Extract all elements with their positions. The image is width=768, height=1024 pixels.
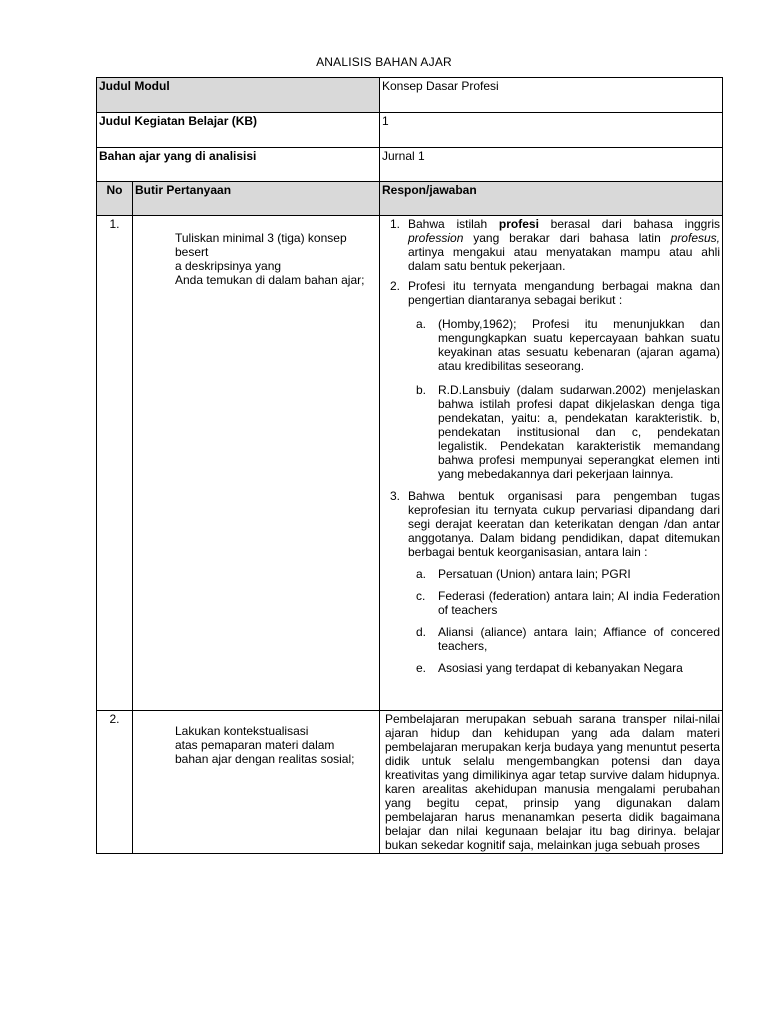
module-label: Judul Modul	[97, 78, 380, 113]
subitem-text: (Homby,1962); Profesi itu menunjukkan dan mengungkapkan suatu kepercayaan bahkan suatu keyakinan atas sesuatu kebenaran (ajaran agama) atau kredibilitas seseorang.	[438, 317, 720, 373]
response-cell	[380, 711, 723, 854]
answer-number: 1.	[389, 217, 400, 231]
material-value: Jurnal 1	[380, 148, 723, 182]
header-response: Respon/jawaban	[380, 182, 723, 216]
header-row	[97, 182, 723, 216]
header-no: No	[97, 182, 133, 216]
answer-item	[382, 217, 720, 273]
question-line: Anda temukan di dalam bahan ajar;	[175, 273, 365, 287]
answer-subitem	[382, 625, 720, 653]
answer-text: Profesi itu ternyata mengandung berbagai makna dan pengertian diantaranya sebagai berikut :	[408, 279, 720, 307]
question-line: Lakukan kontekstualisasi	[175, 724, 309, 738]
response-text: Pembelajaran merupakan sebuah sarana transper nilai-nilai ajaran hidup dan kehidupan yang ada dalam materi pembelajaran merupakan kerja budaya yang menuntut peserta didik untuk selalu mengembangkan potensi dan daya kreativitas yang dimilikinya agar tetap survive dalam hidupnya. karen arealitas akehidupan manusia mengalami perubahan yang begitu cepat, prinsip yang digunakan dalam pembelajaran harus menanamkan peserta didik bagaimana belajar dan nilai kegunaan belajar itu bag dirinya. belajar bukan sekedar kognitif saja, melainkan juga sebuah proses	[385, 712, 720, 852]
subitem-text: Asosiasi yang terdapat di kebanyakan Negara	[438, 661, 683, 675]
kb-value: 1	[380, 113, 723, 148]
response-cell	[380, 216, 723, 711]
subitem-letter: c.	[416, 589, 426, 603]
subitem-letter: a.	[416, 567, 427, 581]
answer-number: 2.	[389, 279, 400, 293]
question-cell	[133, 216, 380, 711]
table-row	[97, 711, 723, 854]
subitem-letter: d.	[416, 625, 427, 639]
analysis-table	[96, 77, 723, 854]
row-number: 2.	[97, 711, 133, 854]
question-cell	[133, 711, 380, 854]
answer-text: Bahwa bentuk organisasi para pengemban tugas keprofesian itu ternyata cukup pervariasi dipandang dari segi derajat keeratan dan keterikatan dengan /dan antar anggotanya. Dalam bidang pendidikan, dapat ditemukan berbagai bentuk keorganisasian, antara lain :	[408, 489, 720, 559]
answer-subitem	[382, 567, 720, 581]
subitem-text: Federasi (federation) antara lain; AI india Federation of teachers	[438, 589, 720, 617]
subitem-letter: e.	[416, 661, 427, 675]
question-line: Tuliskan minimal 3 (tiga) konsep besert	[175, 231, 347, 259]
answer-subitem	[382, 317, 720, 373]
table-row	[97, 216, 723, 711]
kb-label: Judul Kegiatan Belajar (KB)	[97, 113, 380, 148]
material-label: Bahan ajar yang di analisisi	[97, 148, 380, 182]
subitem-text: Persatuan (Union) antara lain; PGRI	[438, 567, 631, 581]
subitem-letter: a.	[416, 317, 427, 331]
answer-subitem	[382, 589, 720, 617]
row-number: 1.	[97, 216, 133, 711]
subitem-letter: b.	[416, 383, 427, 397]
question-line: atas pemaparan materi dalam	[175, 738, 335, 752]
subitem-text: R.D.Lansbuiy (dalam sudarwan.2002) menjelaskan bahwa istilah profesi dapat dikjelaskan denga tiga pendekatan, yaitu: a, pendekatan karakteristik. b, pendekatan institusional dan c, pendekatan legalistik. Pendekatan karakteristik memandang bahwa profesi mempunyai seperangkat elemen inti yang mebedakannya dari pekerjaan lainnya.	[438, 383, 720, 481]
question-line: bahan ajar dengan realitas sosial;	[175, 752, 355, 766]
info-row-module	[97, 78, 723, 113]
module-value: Konsep Dasar Profesi	[380, 78, 723, 113]
question-line: a deskripsinya yang	[175, 259, 282, 273]
page-title: ANALISIS BAHAN AJAR	[316, 55, 452, 69]
answer-item	[382, 489, 720, 559]
answer-text: Bahwa istilah profesi berasal dari bahasa inggris profession yang berakar dari bahasa latin profesus, artinya mengakui atau menyatakan mampu atau ahli dalam satu bentuk pekerjaan.	[408, 217, 721, 273]
header-question: Butir Pertanyaan	[133, 182, 380, 216]
answer-subitem	[382, 661, 720, 675]
info-row-material	[97, 148, 723, 182]
answer-item	[382, 279, 720, 307]
answer-subitem	[382, 383, 720, 481]
subitem-text: Aliansi (aliance) antara lain; Affiance of concered teachers,	[438, 625, 720, 653]
info-row-kb	[97, 113, 723, 148]
answer-number: 3.	[389, 489, 400, 503]
